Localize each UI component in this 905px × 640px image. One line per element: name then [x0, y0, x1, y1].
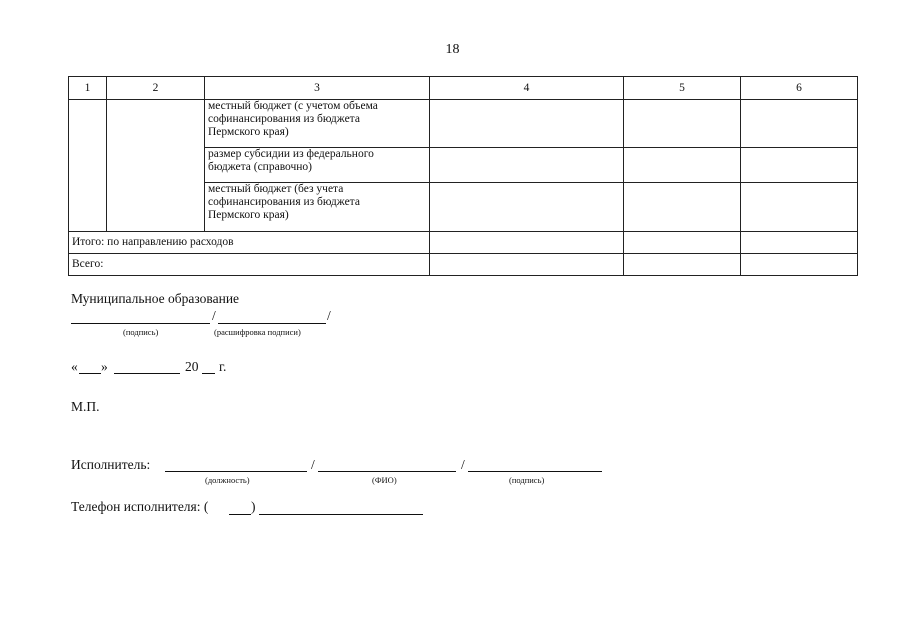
- date-year-line: [202, 373, 215, 374]
- total-all-row: [69, 254, 858, 276]
- table-cell: [741, 254, 858, 276]
- total-direction-row: [69, 232, 858, 254]
- decode-line: [218, 323, 326, 324]
- caption-sign: (подпись): [123, 327, 159, 337]
- org-label: Муниципальное образование: [71, 291, 240, 306]
- table-cell: [624, 100, 741, 148]
- slash-separator: /: [311, 457, 315, 472]
- table-cell: [430, 183, 624, 232]
- slash-separator: /: [212, 308, 216, 323]
- row-label: местный бюджет (без учета софинансирования из бюджета Пермского края): [205, 183, 430, 232]
- caption-signature: (подпись): [509, 475, 545, 485]
- date-day-line: [79, 373, 101, 374]
- total-direction-label: Итого: по направлению расходов: [69, 232, 430, 254]
- date-month-line: [114, 373, 180, 374]
- caption-fio: (ФИО): [372, 475, 397, 485]
- caption-decode: (расшифровка подписи): [214, 327, 301, 337]
- row-label: местный бюджет (с учетом объема софинансирования из бюджета Пермского края): [205, 100, 430, 148]
- header-cell: 6: [741, 77, 858, 100]
- date-year: 20: [185, 359, 199, 374]
- merged-cell-col2: [107, 100, 205, 232]
- table-cell: [741, 148, 858, 183]
- table-row: [69, 100, 858, 148]
- table-cell: [430, 100, 624, 148]
- phone-number-line: [259, 514, 423, 515]
- table-cell: [624, 254, 741, 276]
- phone-paren-close: ): [251, 499, 256, 514]
- page-number: 18: [445, 42, 460, 57]
- table-cell: [624, 232, 741, 254]
- table-header-row: [69, 77, 858, 100]
- stamp-place: М.П.: [71, 399, 100, 414]
- table-cell: [741, 232, 858, 254]
- table-cell: [624, 148, 741, 183]
- position-line: [165, 471, 307, 472]
- table-cell: [430, 148, 624, 183]
- slash-separator: /: [327, 308, 331, 323]
- fio-line: [318, 471, 456, 472]
- row-label: размер субсидии из федерального бюджета (справочно): [205, 148, 430, 183]
- header-cell: 2: [107, 77, 205, 100]
- slash-separator: /: [461, 457, 465, 472]
- total-all-label: Всего:: [69, 254, 430, 276]
- header-cell: 5: [624, 77, 741, 100]
- signature-line: [71, 323, 210, 324]
- table-cell: [741, 100, 858, 148]
- exec-signature-line: [468, 471, 602, 472]
- table-cell: [430, 232, 624, 254]
- header-cell: 1: [69, 77, 107, 100]
- budget-table: [68, 76, 858, 276]
- table-cell: [430, 254, 624, 276]
- caption-position: (должность): [205, 475, 250, 485]
- merged-cell-col1: [69, 100, 107, 232]
- date-open-quote: «: [71, 359, 78, 374]
- table-cell: [624, 183, 741, 232]
- executor-label: Исполнитель:: [71, 457, 151, 472]
- date-close-quote: »: [101, 359, 108, 374]
- date-suffix: г.: [219, 359, 227, 374]
- table-cell: [741, 183, 858, 232]
- header-cell: 4: [430, 77, 624, 100]
- header-cell: 3: [205, 77, 430, 100]
- phone-label: Телефон исполнителя: (: [71, 499, 209, 514]
- phone-code-line: [229, 514, 251, 515]
